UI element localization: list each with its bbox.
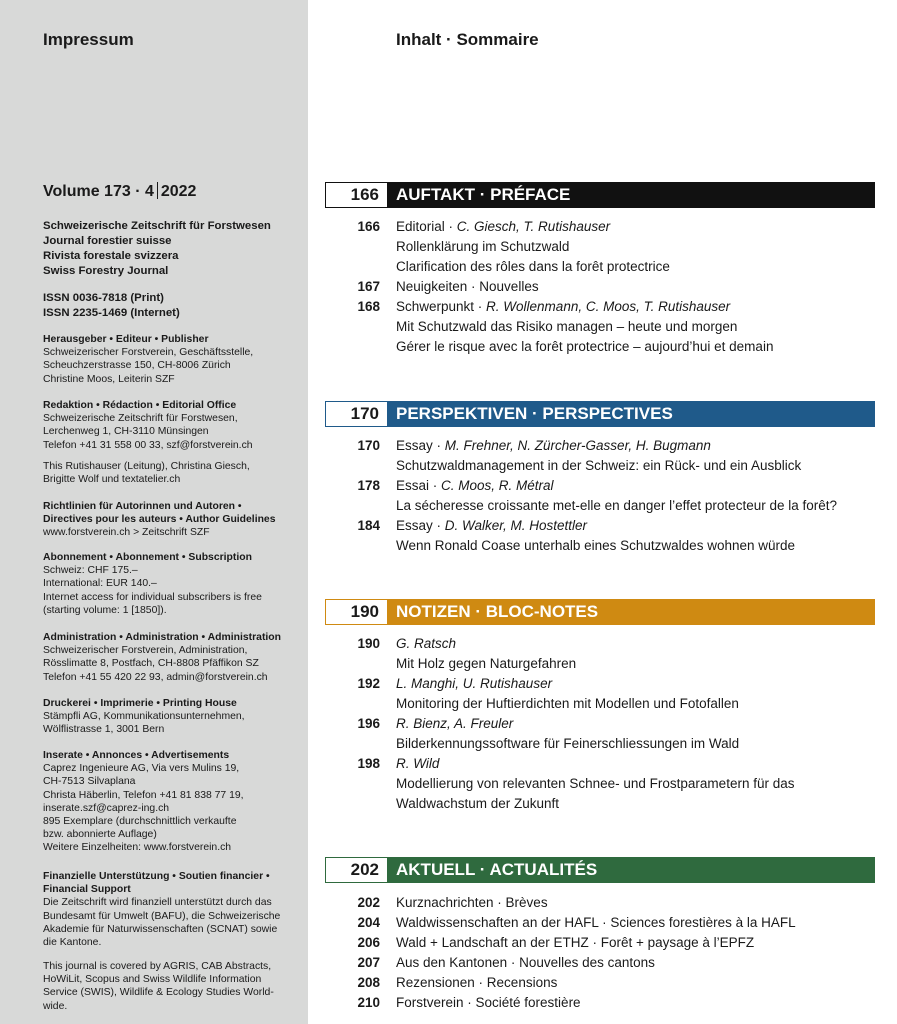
entry-title: Rollenklärung im Schutzwald <box>396 239 570 254</box>
publisher-line: Christine Moos, Leiterin SZF <box>43 373 175 385</box>
coverage-line: Service (SWIS), Wildlife & Ecology Studies World- <box>43 987 274 999</box>
entry-title: Waldwachstum der Zukunft <box>396 796 560 811</box>
ads-line: CH-7513 Silvaplana <box>43 776 136 788</box>
toc-entry[interactable]: Forstverein · Société forestière <box>396 995 581 1010</box>
subscription-line: Internet access for individual subscribers is free <box>43 591 262 603</box>
section-title: PERSPEKTIVEN · PERSPECTIVES <box>388 401 875 427</box>
subscription-line: Schweiz: CHF 175.– <box>43 565 138 577</box>
administration-block <box>43 631 303 684</box>
editorial-line: Telefon +41 31 558 00 33, szf@forstverein.ch <box>43 439 253 451</box>
impressum-sidebar <box>0 0 308 1024</box>
entry-page: 202 <box>357 895 380 910</box>
entry-title: Schutzwaldmanagement in der Schweiz: ein Rück- und ein Ausblick <box>396 458 802 473</box>
contents-title: Inhalt · Sommaire <box>396 30 539 49</box>
support-block <box>43 870 303 949</box>
entry-title: Clarification des rôles dans la forêt protectrice <box>396 259 670 274</box>
entry-authors: R. Wollenmann, C. Moos, T. Rutishauser <box>486 299 731 314</box>
issn-print: ISSN 0036-7818 (Print) <box>43 292 164 304</box>
entry-page: 196 <box>357 716 380 731</box>
ads-block <box>43 749 303 855</box>
ads-line: Weitere Einzelheiten: www.forstverein.ch <box>43 842 232 854</box>
publisher-line: Scheuchzerstrasse 150, CH-8006 Zürich <box>43 360 231 372</box>
section-header[interactable] <box>325 857 875 883</box>
ads-heading: Inserate • Annonces • Advertisements <box>43 750 230 761</box>
journal-name: Swiss Forestry Journal <box>43 265 169 277</box>
entry-title: Gérer le risque avec la forêt protectrice – aujourd’hui et demain <box>396 339 774 354</box>
entry-title: Modellierung von relevanten Schnee- und Frostparametern für das <box>396 776 795 791</box>
toc-entry[interactable]: Essai · C. Moos, R. Métral <box>396 478 554 493</box>
toc-entry[interactable]: Schwerpunkt · R. Wollenmann, C. Moos, T. Rutishauser <box>396 299 731 314</box>
guidelines-link[interactable]: www.forstverein.ch > Zeitschrift SZF <box>43 527 210 539</box>
guidelines-heading: Directives pour les auteurs • Author Guidelines <box>43 514 276 526</box>
support-line: Die Zeitschrift wird finanziell unterstützt durch das <box>43 897 272 909</box>
support-line: die Kantone. <box>43 937 102 949</box>
section-page: 170 <box>325 401 388 427</box>
ads-line: Christa Häberlin, Telefon +41 81 838 77 19, <box>43 789 244 801</box>
guidelines-heading: Richtlinien für Autorinnen und Autoren • <box>43 501 242 512</box>
entry-title: Monitoring der Huftierdichten mit Modellen und Fotofallen <box>396 696 739 711</box>
administration-heading: Administration • Administration • Administration <box>43 632 281 643</box>
administration-line: Schweizerischer Forstverein, Administration, <box>43 645 248 657</box>
issn-internet: ISSN 2235-1469 (Internet) <box>43 307 180 319</box>
subscription-line: International: EUR 140.– <box>43 578 157 590</box>
ads-line: 895 Exemplare (durchschnittlich verkaufte <box>43 816 237 828</box>
entry-page: 198 <box>357 756 380 771</box>
publisher-line: Schweizerischer Forstverein, Geschäftsstelle, <box>43 347 254 359</box>
editorial-line: Lerchenweg 1, CH-3110 Münsingen <box>43 426 209 438</box>
entry-authors: M. Frehner, N. Zürcher-Gasser, H. Bugmann <box>444 438 711 453</box>
entry-title: Mit Holz gegen Naturgefahren <box>396 656 577 671</box>
ads-line: Caprez Ingenieure AG, Via vers Mulins 19, <box>43 763 240 775</box>
entry-page: 192 <box>357 676 380 691</box>
section-header[interactable] <box>325 599 875 625</box>
journal-name: Journal forestier suisse <box>43 235 172 247</box>
entry-page: 190 <box>357 636 380 651</box>
support-line: Akademie für Naturwissenschaften (SCNAT) sowie <box>43 923 278 935</box>
entry-authors[interactable]: R. Bienz, A. Freuler <box>396 716 514 731</box>
volume-line <box>43 182 196 201</box>
coverage-line: wide. <box>43 1000 68 1012</box>
entry-title: La sécheresse croissante met-elle en danger l’effet protecteur de la forêt? <box>396 498 838 513</box>
support-heading: Finanzielle Unterstützung • Soutien financier • <box>43 871 270 882</box>
entry-page: 207 <box>357 955 380 970</box>
entry-label: Schwerpunkt <box>396 299 475 314</box>
entry-page: 170 <box>357 438 380 453</box>
journal-names <box>43 219 303 279</box>
section-page: 166 <box>325 182 388 208</box>
coverage-line: HoWiLit, Scopus and Swiss Wildlife Information <box>43 974 262 986</box>
entry-title: Wenn Ronald Coase unterhalb eines Schutzwaldes wohnen würde <box>396 538 796 553</box>
issn-block <box>43 291 303 321</box>
entry-page: 184 <box>357 518 380 533</box>
toc-entry[interactable]: Rezensionen · Recensions <box>396 975 558 990</box>
entry-page: 210 <box>357 995 380 1010</box>
entry-label: Essay <box>396 438 433 453</box>
toc-entry[interactable]: Kurznachrichten · Brèves <box>396 895 548 910</box>
entry-page: 208 <box>357 975 380 990</box>
printing-line: Wölflistrasse 1, 3001 Bern <box>43 724 165 736</box>
section-title: AKTUELL · ACTUALITÉS <box>388 857 875 883</box>
subscription-heading: Abonnement • Abonnement • Subscription <box>43 552 252 563</box>
section-header[interactable] <box>325 182 875 208</box>
entry-title: Mit Schutzwald das Risiko managen – heute und morgen <box>396 319 738 334</box>
volume-year: 2022 <box>160 183 197 200</box>
toc-entry[interactable]: Aus den Kantonen · Nouvelles des cantons <box>396 955 655 970</box>
editorial-block <box>43 399 303 486</box>
section-title: NOTIZEN · BLOC-NOTES <box>388 599 875 625</box>
publisher-block <box>43 333 303 386</box>
journal-name: Rivista forestale svizzera <box>43 250 179 262</box>
ads-line: bzw. abonnierte Auflage) <box>43 829 157 841</box>
editorial-staff: Brigitte Wolf und textatelier.ch <box>43 474 181 486</box>
printing-line: Stämpfli AG, Kommunikationsunternehmen, <box>43 711 245 723</box>
subscription-block <box>43 551 303 617</box>
entry-page: 167 <box>357 279 380 294</box>
guidelines-block <box>43 500 303 540</box>
editorial-line: Schweizerische Zeitschrift für Forstwesen, <box>43 413 238 425</box>
entry-authors: C. Moos, R. Métral <box>441 478 554 493</box>
entry-authors[interactable]: R. Wild <box>396 756 440 771</box>
toc-entry[interactable]: Wald + Landschaft an der ETHZ · Forêt + paysage à l’EPFZ <box>396 935 755 950</box>
entry-authors[interactable]: G. Ratsch <box>396 636 457 651</box>
administration-line: Rösslimatte 8, Postfach, CH-8808 Pfäffikon SZ <box>43 658 259 670</box>
toc-entry[interactable]: Essay · D. Walker, M. Hostettler <box>396 518 588 533</box>
section-header[interactable] <box>325 401 875 427</box>
entry-authors: C. Giesch, T. Rutishauser <box>456 219 611 234</box>
printing-heading: Druckerei • Imprimerie • Printing House <box>43 698 237 709</box>
toc-entry[interactable]: Essay · M. Frehner, N. Zürcher-Gasser, H. Bugmann <box>396 438 711 453</box>
entry-label: Editorial <box>396 219 445 234</box>
toc-entry[interactable]: Neuigkeiten · Nouvelles <box>396 279 539 294</box>
administration-line: Telefon +41 55 420 22 93, admin@forstverein.ch <box>43 671 268 683</box>
section-title: AUFTAKT · PRÉFACE <box>388 182 875 208</box>
entry-page: 204 <box>357 915 380 930</box>
publisher-heading: Herausgeber • Editeur • Publisher <box>43 334 209 345</box>
entry-label: Essai <box>396 478 430 493</box>
entry-page: 166 <box>357 219 380 234</box>
toc-entry[interactable]: Editorial · C. Giesch, T. Rutishauser <box>396 219 611 234</box>
support-heading: Financial Support <box>43 884 131 896</box>
editorial-heading: Redaktion • Rédaction • Editorial Office <box>43 400 237 411</box>
impressum-title: Impressum <box>43 30 134 49</box>
journal-name: Schweizerische Zeitschrift für Forstwesen <box>43 220 271 232</box>
entry-authors: D. Walker, M. Hostettler <box>444 518 588 533</box>
toc-entry[interactable]: Waldwissenschaften an der HAFL · Sciences forestières à la HAFL <box>396 915 796 930</box>
entry-page: 178 <box>357 478 380 493</box>
editorial-staff: This Rutishauser (Leitung), Christina Giesch, <box>43 460 250 472</box>
subscription-line: (starting volume: 1 [1850]). <box>43 604 167 616</box>
support-line: Bundesamt für Umwelt (BAFU), die Schweizerische <box>43 910 281 922</box>
entry-label: Essay <box>396 518 433 533</box>
entry-page: 168 <box>357 299 380 314</box>
section-page: 190 <box>325 599 388 625</box>
entry-title: Bilderkennungssoftware für Feinerschliessungen im Wald <box>396 736 740 751</box>
coverage-line: This journal is covered by AGRIS, CAB Abstracts, <box>43 961 272 972</box>
coverage-block <box>43 960 303 1013</box>
ads-line: inserate.szf@caprez-ing.ch <box>43 802 170 814</box>
printing-block <box>43 697 303 737</box>
volume-number: Volume 173 · 4 <box>43 183 154 200</box>
entry-page: 206 <box>357 935 380 950</box>
entry-authors[interactable]: L. Manghi, U. Rutishauser <box>396 676 553 691</box>
section-page: 202 <box>325 857 388 883</box>
